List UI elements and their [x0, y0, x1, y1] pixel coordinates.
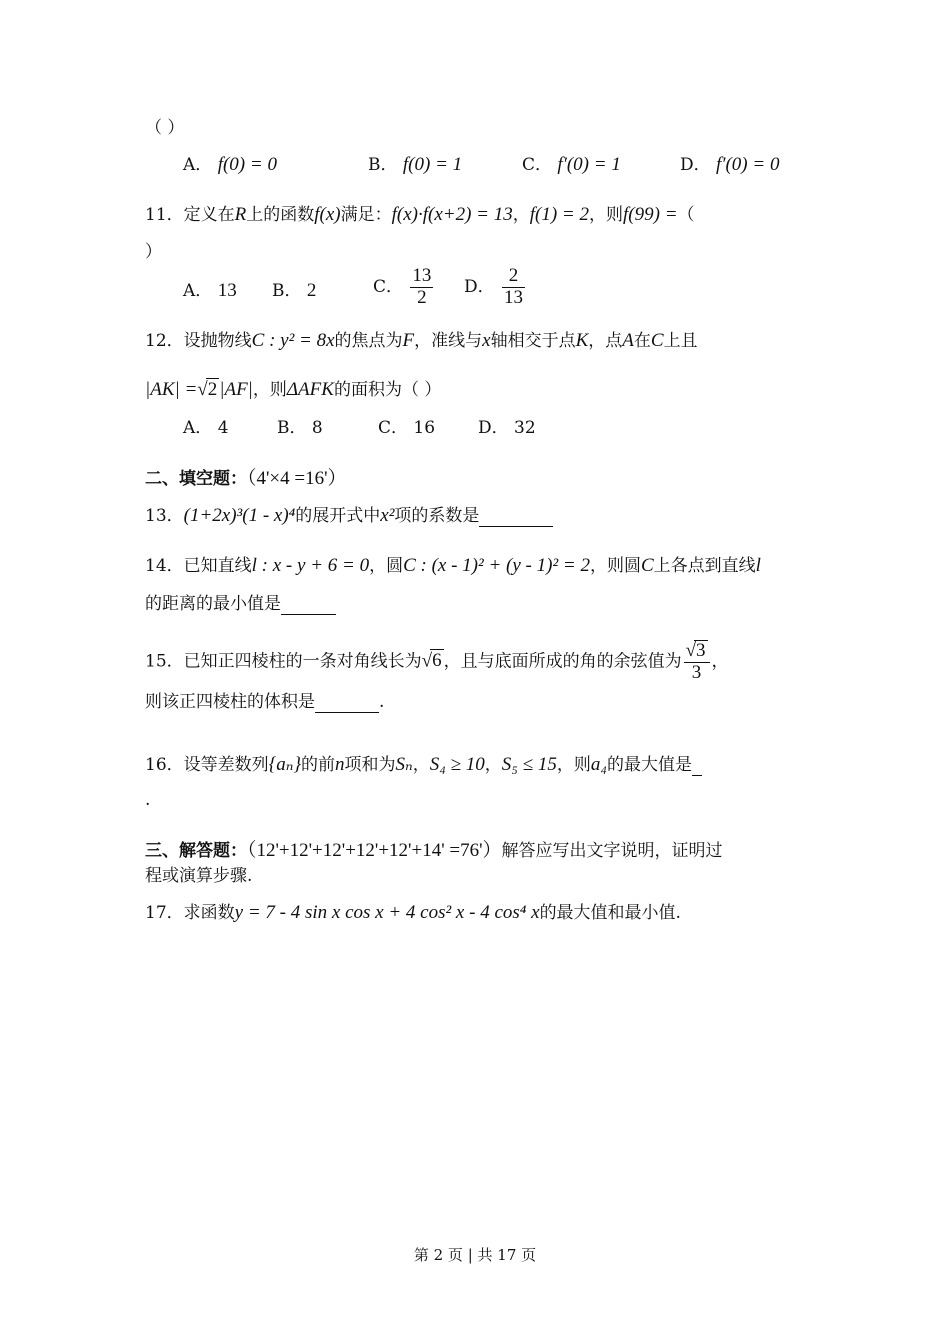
option-expr: f′(0) = 0 [716, 154, 780, 175]
stem-text: ，准线与 [414, 331, 483, 351]
q15-stem-line2 [145, 692, 384, 713]
question-number: 16． [145, 755, 184, 775]
option-label: B． [277, 418, 307, 438]
q14-stem-line1 [145, 555, 761, 578]
fraction [410, 266, 433, 309]
stem-text: （ [677, 205, 695, 225]
q12-option-b [277, 418, 323, 438]
question-number: 13． [145, 506, 184, 526]
question-number: 11． [145, 205, 184, 225]
math-symbol: R [234, 204, 247, 225]
sqrt-sign: √ [197, 379, 208, 400]
stem-text: 则该正四棱柱的体积是 [145, 692, 315, 712]
sqrt-value: 3 [696, 640, 706, 661]
stem-text: ，且与底面所成的角的余弦值为 [443, 651, 682, 672]
option-value: 8 [311, 418, 323, 438]
option-label: B． [368, 155, 398, 175]
denominator: 2 [417, 286, 427, 308]
math-expr: C : (x - 1)² + (y - 1)² = 2 [403, 555, 590, 576]
fraction [502, 266, 525, 309]
math-expr: S₄ ≥ 10 [429, 754, 485, 775]
question-number: 14． [145, 556, 184, 576]
stem-text: 定义在 [183, 205, 235, 225]
math-expr: (1+2x)³(1 - x)⁴ [183, 505, 296, 526]
stem-text: 项的系数是 [394, 506, 480, 526]
math-symbol: F [402, 330, 415, 351]
math-expr: a₄ [590, 754, 607, 775]
stem-text: 轴相交于点 [490, 331, 576, 351]
stem-text: 的展开式中 [295, 506, 381, 526]
q11-option-c [373, 266, 435, 309]
option-value: 4 [217, 418, 229, 438]
math-expr: Sₙ [395, 754, 413, 775]
math-symbol: C [640, 555, 654, 576]
q14-stem-line2 [145, 594, 336, 615]
option-expr: f′(0) = 1 [557, 154, 621, 175]
math-expr: x² [380, 505, 395, 526]
math-symbol: A [622, 330, 634, 351]
math-expr: {aₙ} [268, 754, 302, 775]
math-expr: f(x)·f(x+2) = 13 [391, 204, 513, 225]
stem-text: ， [412, 755, 430, 775]
question-number: 15． [145, 651, 184, 672]
math-symbol: K [575, 330, 589, 351]
numerator: 2 [502, 266, 525, 288]
option-expr: f(0) = 1 [402, 154, 463, 175]
stem-text: 在 [633, 331, 651, 351]
option-label: B． [272, 281, 302, 301]
q12-option-a [183, 418, 229, 438]
stem-text: 已知直线 [183, 556, 252, 576]
math-symbol: l [755, 555, 761, 576]
q16-stem [145, 754, 702, 777]
math-expr: ΔAFK [286, 379, 334, 400]
q11-stem [145, 204, 695, 227]
stem-text: ， [484, 755, 502, 775]
option-label: C． [373, 277, 404, 298]
stem-text: ，则 [252, 380, 287, 400]
stem-text: 的最大值和最小值. [539, 903, 681, 923]
option-label: C． [522, 155, 553, 175]
stem-text: 的面积为（ ） [333, 380, 442, 400]
q11-close-paren: ） [145, 242, 162, 262]
stem-text: 上的函数 [246, 205, 315, 225]
section-score: （4'×4 =16'） [247, 468, 347, 489]
stem-text: . [379, 692, 385, 712]
section-title: 二、填空题： [145, 469, 247, 489]
q12-option-c [378, 418, 435, 438]
fraction [684, 640, 710, 684]
option-expr: f(0) = 0 [217, 154, 277, 175]
section-2-heading [145, 468, 347, 491]
q11-option-d [464, 266, 527, 309]
stem-text: 设抛物线 [183, 331, 252, 351]
option-label: C． [378, 418, 409, 438]
question-number: 17． [145, 903, 184, 923]
stem-text: 满足： [340, 205, 392, 225]
sqrt-sign: √ [421, 650, 433, 672]
option-label: D． [464, 277, 495, 298]
stem-text: 设等差数列 [183, 755, 269, 775]
q15-stem-line1 [145, 640, 729, 684]
q10-answer-paren: （ ） [145, 118, 185, 138]
q11-option-b [272, 280, 316, 303]
stem-text: ，点 [588, 331, 623, 351]
sqrt-value: 2 [207, 379, 218, 400]
numerator: 13 [412, 265, 432, 286]
math-expr: |AK| = [145, 379, 198, 400]
math-expr: l : x - y + 6 = 0 [251, 555, 370, 576]
q12-stem-line2 [145, 378, 441, 402]
section-3-heading [145, 840, 723, 863]
math-symbol: x [482, 330, 491, 351]
stem-text: ，圆 [369, 556, 404, 576]
stem-text: ，则 [589, 205, 624, 225]
option-value: 13 [217, 280, 237, 301]
option-label: A． [183, 418, 213, 438]
answer-blank[interactable] [315, 692, 379, 713]
option-label: A． [183, 281, 213, 301]
math-expr: |AF| [219, 379, 253, 400]
option-value: 2 [306, 280, 317, 301]
stem-text: 上各点到直线 [653, 556, 756, 576]
q12-stem-line1 [145, 330, 698, 353]
option-label: D． [680, 155, 711, 175]
section-instruction: 解答应写出文字说明，证明过 [501, 841, 723, 861]
stem-text: 的焦点为 [334, 331, 403, 351]
math-expr: f(x) [314, 204, 341, 225]
math-symbol: n [335, 754, 345, 775]
q17-stem [145, 902, 681, 925]
option-label: A． [183, 155, 213, 175]
denominator: 13 [504, 286, 524, 308]
answer-blank[interactable] [479, 506, 553, 527]
q13-stem [145, 505, 553, 528]
math-expr: f(99) = [623, 204, 678, 225]
page-footer: 第 2 页 | 共 17 页 [413, 1246, 537, 1264]
stem-text: ，则圆 [589, 556, 641, 576]
stem-text: 上且 [663, 331, 698, 351]
math-symbol: C [650, 330, 664, 351]
sqrt-sign: √ [685, 640, 697, 661]
section-title: 三、解答题： [145, 841, 247, 861]
math-expr: f(1) = 2 [529, 204, 590, 225]
q10-option-b [368, 154, 462, 177]
section-score: （12'+12'+12'+12'+12'+14' =76'） [247, 840, 502, 861]
q10-option-c [522, 154, 621, 177]
stem-text: 求函数 [183, 903, 235, 923]
q11-option-a [183, 280, 237, 303]
section-3-heading-cont: 程或演算步骤. [145, 866, 253, 886]
stem-text: 已知正四棱柱的一条对角线长为 [183, 651, 422, 672]
math-expr: C : y² = 8x [251, 330, 335, 351]
stem-text: 的前 [301, 755, 336, 775]
math-expr: S₅ ≤ 15 [501, 754, 557, 775]
stem-text: ， [711, 651, 729, 672]
question-number: 12． [145, 331, 184, 351]
stem-text: ， [512, 205, 530, 225]
stem-text: ，则 [556, 755, 591, 775]
numerator [684, 640, 710, 663]
math-expr: y = 7 - 4 sin x cos x + 4 cos² x - 4 cos⁴ x [234, 902, 540, 923]
q10-option-a [183, 154, 277, 177]
q10-option-d [680, 154, 779, 177]
stem-text: 项和为 [344, 755, 396, 775]
stem-text: 的距离的最小值是 [145, 594, 281, 614]
sqrt-value: 6 [432, 650, 442, 672]
q12-option-d [478, 418, 536, 438]
answer-blank[interactable] [281, 594, 336, 615]
answer-blank[interactable] [692, 755, 702, 776]
q16-end-dot: . [145, 790, 151, 810]
option-value: 16 [413, 418, 436, 438]
option-value: 32 [514, 418, 536, 438]
stem-text: 的最大值是 [606, 755, 692, 775]
option-label: D． [478, 418, 509, 438]
denominator: 3 [691, 661, 702, 683]
